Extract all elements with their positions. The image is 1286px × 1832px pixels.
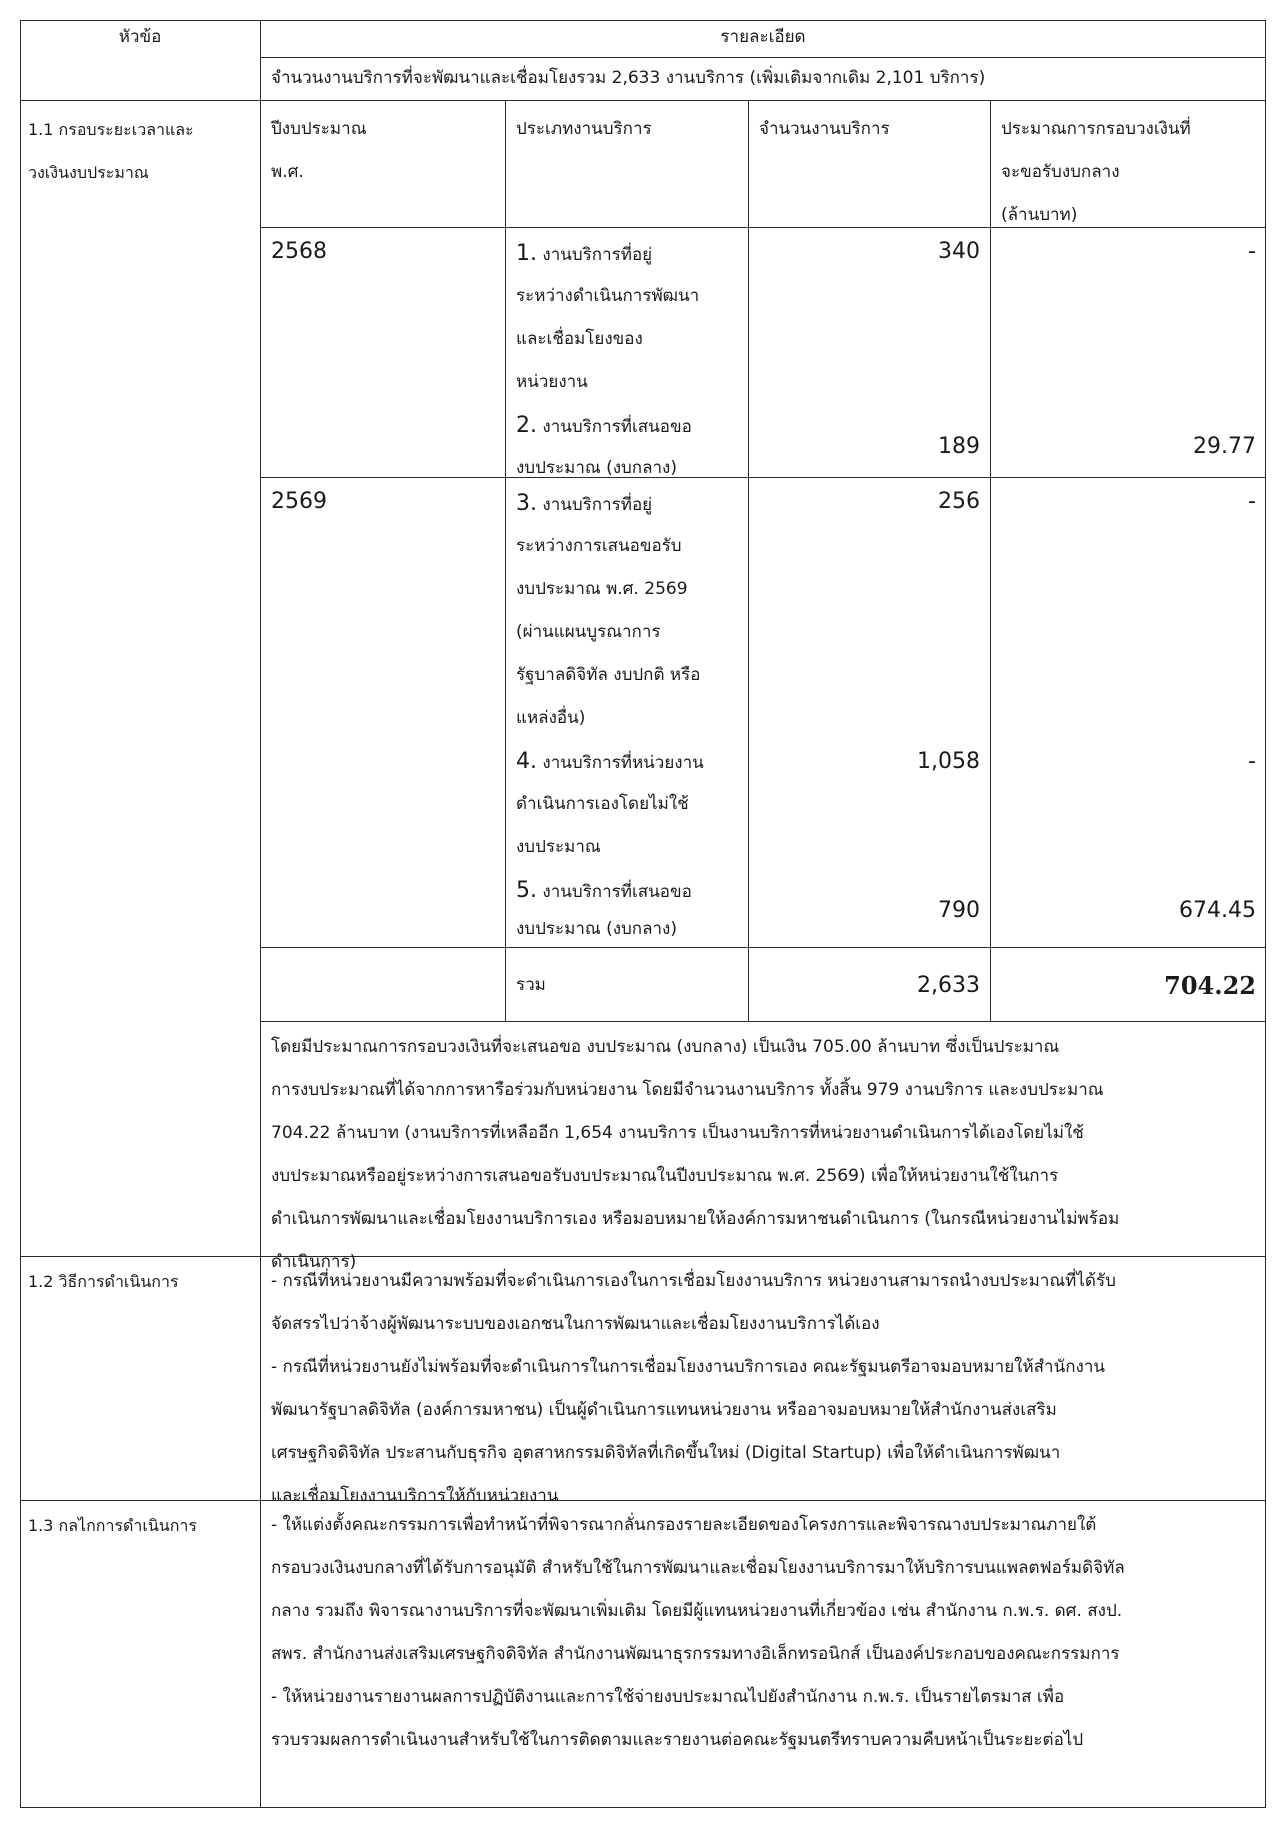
subheader-budget-line-1: ประมาณการกรอบวงเงินที่: [1001, 119, 1191, 139]
item-5-text: งานบริการที่เสนอขอ: [542, 882, 692, 902]
subtable-row-2568-bottom: [260, 477, 1266, 478]
year-2568: 2568: [271, 239, 327, 264]
subheader-budget-line-2: จะขอรับงบกลาง: [1001, 162, 1120, 182]
total-count: 2,633: [917, 973, 980, 998]
item-2-count: 189: [938, 434, 980, 459]
total-label: รวม: [516, 975, 546, 995]
item-1-text: งานบริการที่อยู่: [542, 245, 653, 265]
table-border-bottom: [20, 1807, 1266, 1808]
item-4-count: 1,058: [917, 749, 980, 774]
item-4-number: 4.: [516, 749, 537, 774]
section-1-3-label: 1.3 กลไกการดำเนินการ: [28, 1516, 198, 1535]
item-1-number: 1.: [516, 241, 537, 266]
item-4-text: งานบริการที่หน่วยงาน: [542, 753, 704, 773]
item-2-budget: 29.77: [1193, 434, 1256, 459]
item-3-line-6: แหล่งอื่น): [516, 708, 586, 728]
subheader-type: ประเภทงานบริการ: [516, 119, 652, 139]
item-5-line-2: งบประมาณ (งบกลาง): [516, 919, 677, 939]
s13-line-6: รวบรวมผลการดำเนินงานสำหรับใช้ในการติดตามและรายงานต่อคณะรัฐมนตรีทราบความคืบหน้าเป็นระยะต่อไป: [271, 1730, 1084, 1750]
section-1-1-top: [20, 100, 1266, 101]
note-line-4: งบประมาณหรืออยู่ระหว่างการเสนอขอรับงบประมาณในปีงบประมาณ พ.ศ. 2569) เพื่อให้หน่วยงานใช้ในการ: [271, 1166, 1059, 1186]
section-1-1-label-line-1: 1.1 กรอบระยะเวลาและ: [28, 120, 194, 139]
item-5-number: 5.: [516, 878, 537, 903]
subheader-budget-line-3: (ล้านบาท): [1001, 205, 1078, 225]
item-3-line-4: (ผ่านแผนบูรณาการ: [516, 622, 661, 642]
s13-line-5: - ให้หน่วยงานรายงานผลการปฏิบัติงานและการใช้จ่ายงบประมาณไปยังสำนักงาน ก.พ.ร. เป็นรายไตรมาส เพื่อ: [271, 1687, 1065, 1707]
subtable-header-bottom: [260, 227, 1266, 228]
subtable-total-bottom: [260, 1021, 1266, 1022]
item-4-line-1: [516, 740, 704, 785]
item-2-line-1: [516, 404, 692, 449]
document-table: [20, 20, 1266, 1808]
s12-line-4: พัฒนารัฐบาลดิจิทัล (องค์การมหาชน) เป็นผู้ดำเนินการแทนหน่วยงาน หรืออาจมอบหมายให้สำนักงานส่งเสริม: [271, 1400, 1057, 1420]
section-1-2-body: [271, 1260, 1256, 1518]
item-5-budget: 674.45: [1179, 898, 1256, 923]
item-3-text: งานบริการที่อยู่: [542, 495, 653, 515]
item-2-number: 2.: [516, 413, 537, 438]
table-border-right: [1265, 20, 1266, 1808]
table-border-left: [20, 20, 21, 1808]
item-1-line-3: และเชื่อมโยงของ: [516, 329, 643, 349]
s13-line-1: - ให้แต่งตั้งคณะกรรมการเพื่อทำหน้าที่พิจารณากลั่นกรองรายละเอียดของโครงการและพิจารณางบประมาณภายใต้: [271, 1515, 1097, 1535]
note-line-2: การงบประมาณที่ได้จากการหารือร่วมกับหน่วยงาน โดยมีจำนวนงานบริการ ทั้งสิ้น 979 งานบริการ และงบประมาณ: [271, 1080, 1104, 1100]
item-1-count: 340: [938, 239, 980, 264]
s12-line-1: - กรณีที่หน่วยงานมีความพร้อมที่จะดำเนินการเองในการเชื่อมโยงงานบริการ หน่วยงานสามารถนำงบประมาณที่ได้รับ: [271, 1271, 1116, 1291]
section-1-1-label-line-2: วงเงินงบประมาณ: [28, 163, 149, 182]
item-4-line-2: ดำเนินการเองโดยไม่ใช้: [516, 794, 689, 814]
item-1-line-4: หน่วยงาน: [516, 372, 588, 392]
note-line-5: ดำเนินการพัฒนาและเชื่อมโยงงานบริการเอง หรือมอบหมายให้องค์การมหาชนดำเนินการ (ในกรณีหน่วยงานไม่พร้อม: [271, 1209, 1120, 1229]
s13-line-2: กรอบวงเงินงบกลางที่ได้รับการอนุมัติ สำหรับใช้ในการพัฒนาและเชื่อมโยงงานบริการมาให้บริการบนแพลตฟอร์มดิจิทัล: [271, 1558, 1125, 1578]
column-divider: [260, 20, 261, 1808]
item-1-line-2: ระหว่างดำเนินการพัฒนา: [516, 286, 700, 306]
section-1-2-label: 1.2 วิธีการดำเนินการ: [28, 1272, 179, 1291]
item-4-line-3: งบประมาณ: [516, 837, 601, 857]
s12-line-5: เศรษฐกิจดิจิทัล ประสานกับธุรกิจ อุตสาหกรรมดิจิทัลที่เกิดขึ้นใหม่ (Digital Startup) เพื่อให้ดำเนินการพัฒนา: [271, 1443, 1061, 1463]
s12-line-2: จัดสรรไปว่าจ้างผู้พัฒนาระบบของเอกชนในการพัฒนาและเชื่อมโยงงานบริการได้เอง: [271, 1314, 880, 1334]
subheader-year-line-2: พ.ศ.: [271, 162, 304, 182]
item-3-line-3: งบประมาณ พ.ศ. 2569: [516, 579, 688, 599]
item-1-budget: -: [1248, 239, 1256, 264]
item-1-line-1: [516, 232, 652, 277]
item-3-count: 256: [938, 489, 980, 514]
item-4-budget: -: [1248, 749, 1256, 774]
header-topic: หัวข้อ: [118, 27, 162, 47]
subtable-col-1: [505, 100, 506, 1022]
summary-line: จำนวนงานบริการที่จะพัฒนาและเชื่อมโยงรวม 2,633 งานบริการ (เพิ่มเติมจากเดิม 2,101 บริการ): [271, 68, 986, 88]
section-1-1-note: [271, 1026, 1256, 1284]
item-5-count: 790: [938, 898, 980, 923]
s12-line-3: - กรณีที่หน่วยงานยังไม่พร้อมที่จะดำเนินการในการเชื่อมโยงงานบริการเอง คณะรัฐมนตรีอาจมอบหมายให้สำนักงาน: [271, 1357, 1105, 1377]
s13-line-3: กลาง รวมถึง พิจารณางานบริการที่จะพัฒนาเพิ่มเติม โดยมีผู้แทนหน่วยงานที่เกี่ยวข้อง เช่น สำนักงาน ก.พ.ร. ดศ. สงป.: [271, 1601, 1123, 1621]
total-budget: 704.22: [1164, 971, 1256, 1000]
year-2569: 2569: [271, 489, 327, 514]
subheader-year-line-1: ปีงบประมาณ: [271, 119, 367, 139]
subtable-row-2569-bottom: [260, 947, 1266, 948]
note-line-6: ดำเนินการ): [271, 1252, 357, 1272]
subheader-count: จำนวนงานบริการ: [759, 119, 890, 139]
item-2-line-2: งบประมาณ (งบกลาง): [516, 458, 677, 478]
note-line-3: 704.22 ล้านบาท (งานบริการที่เหลืออีก 1,654 งานบริการ เป็นงานบริการที่หน่วยงานดำเนินการได้เองโดยไม่ใช้: [271, 1123, 1084, 1143]
s13-line-4: สพร. สำนักงานส่งเสริมเศรษฐกิจดิจิทัล สำนักงานพัฒนาธุรกรรมทางอิเล็กทรอนิกส์ เป็นองค์ประกอบของคณะกรรมการ: [271, 1644, 1120, 1664]
item-3-line-1: [516, 482, 652, 527]
item-3-budget: -: [1248, 489, 1256, 514]
item-3-line-5: รัฐบาลดิจิทัล งบปกติ หรือ: [516, 665, 701, 685]
note-line-1: โดยมีประมาณการกรอบวงเงินที่จะเสนอขอ งบประมาณ (งบกลาง) เป็นเงิน 705.00 ล้านบาท ซึ่งเป็นประมาณ: [271, 1037, 1060, 1057]
item-2-text: งานบริการที่เสนอขอ: [542, 417, 692, 437]
header-detail: รายละเอียด: [720, 27, 806, 47]
item-3-number: 3.: [516, 491, 537, 516]
item-3-line-2: ระหว่างการเสนอขอรับ: [516, 536, 682, 556]
s12-line-6: และเชื่อมโยงงานบริการให้กับหน่วยงาน: [271, 1486, 559, 1506]
section-1-3-body: [271, 1504, 1256, 1762]
